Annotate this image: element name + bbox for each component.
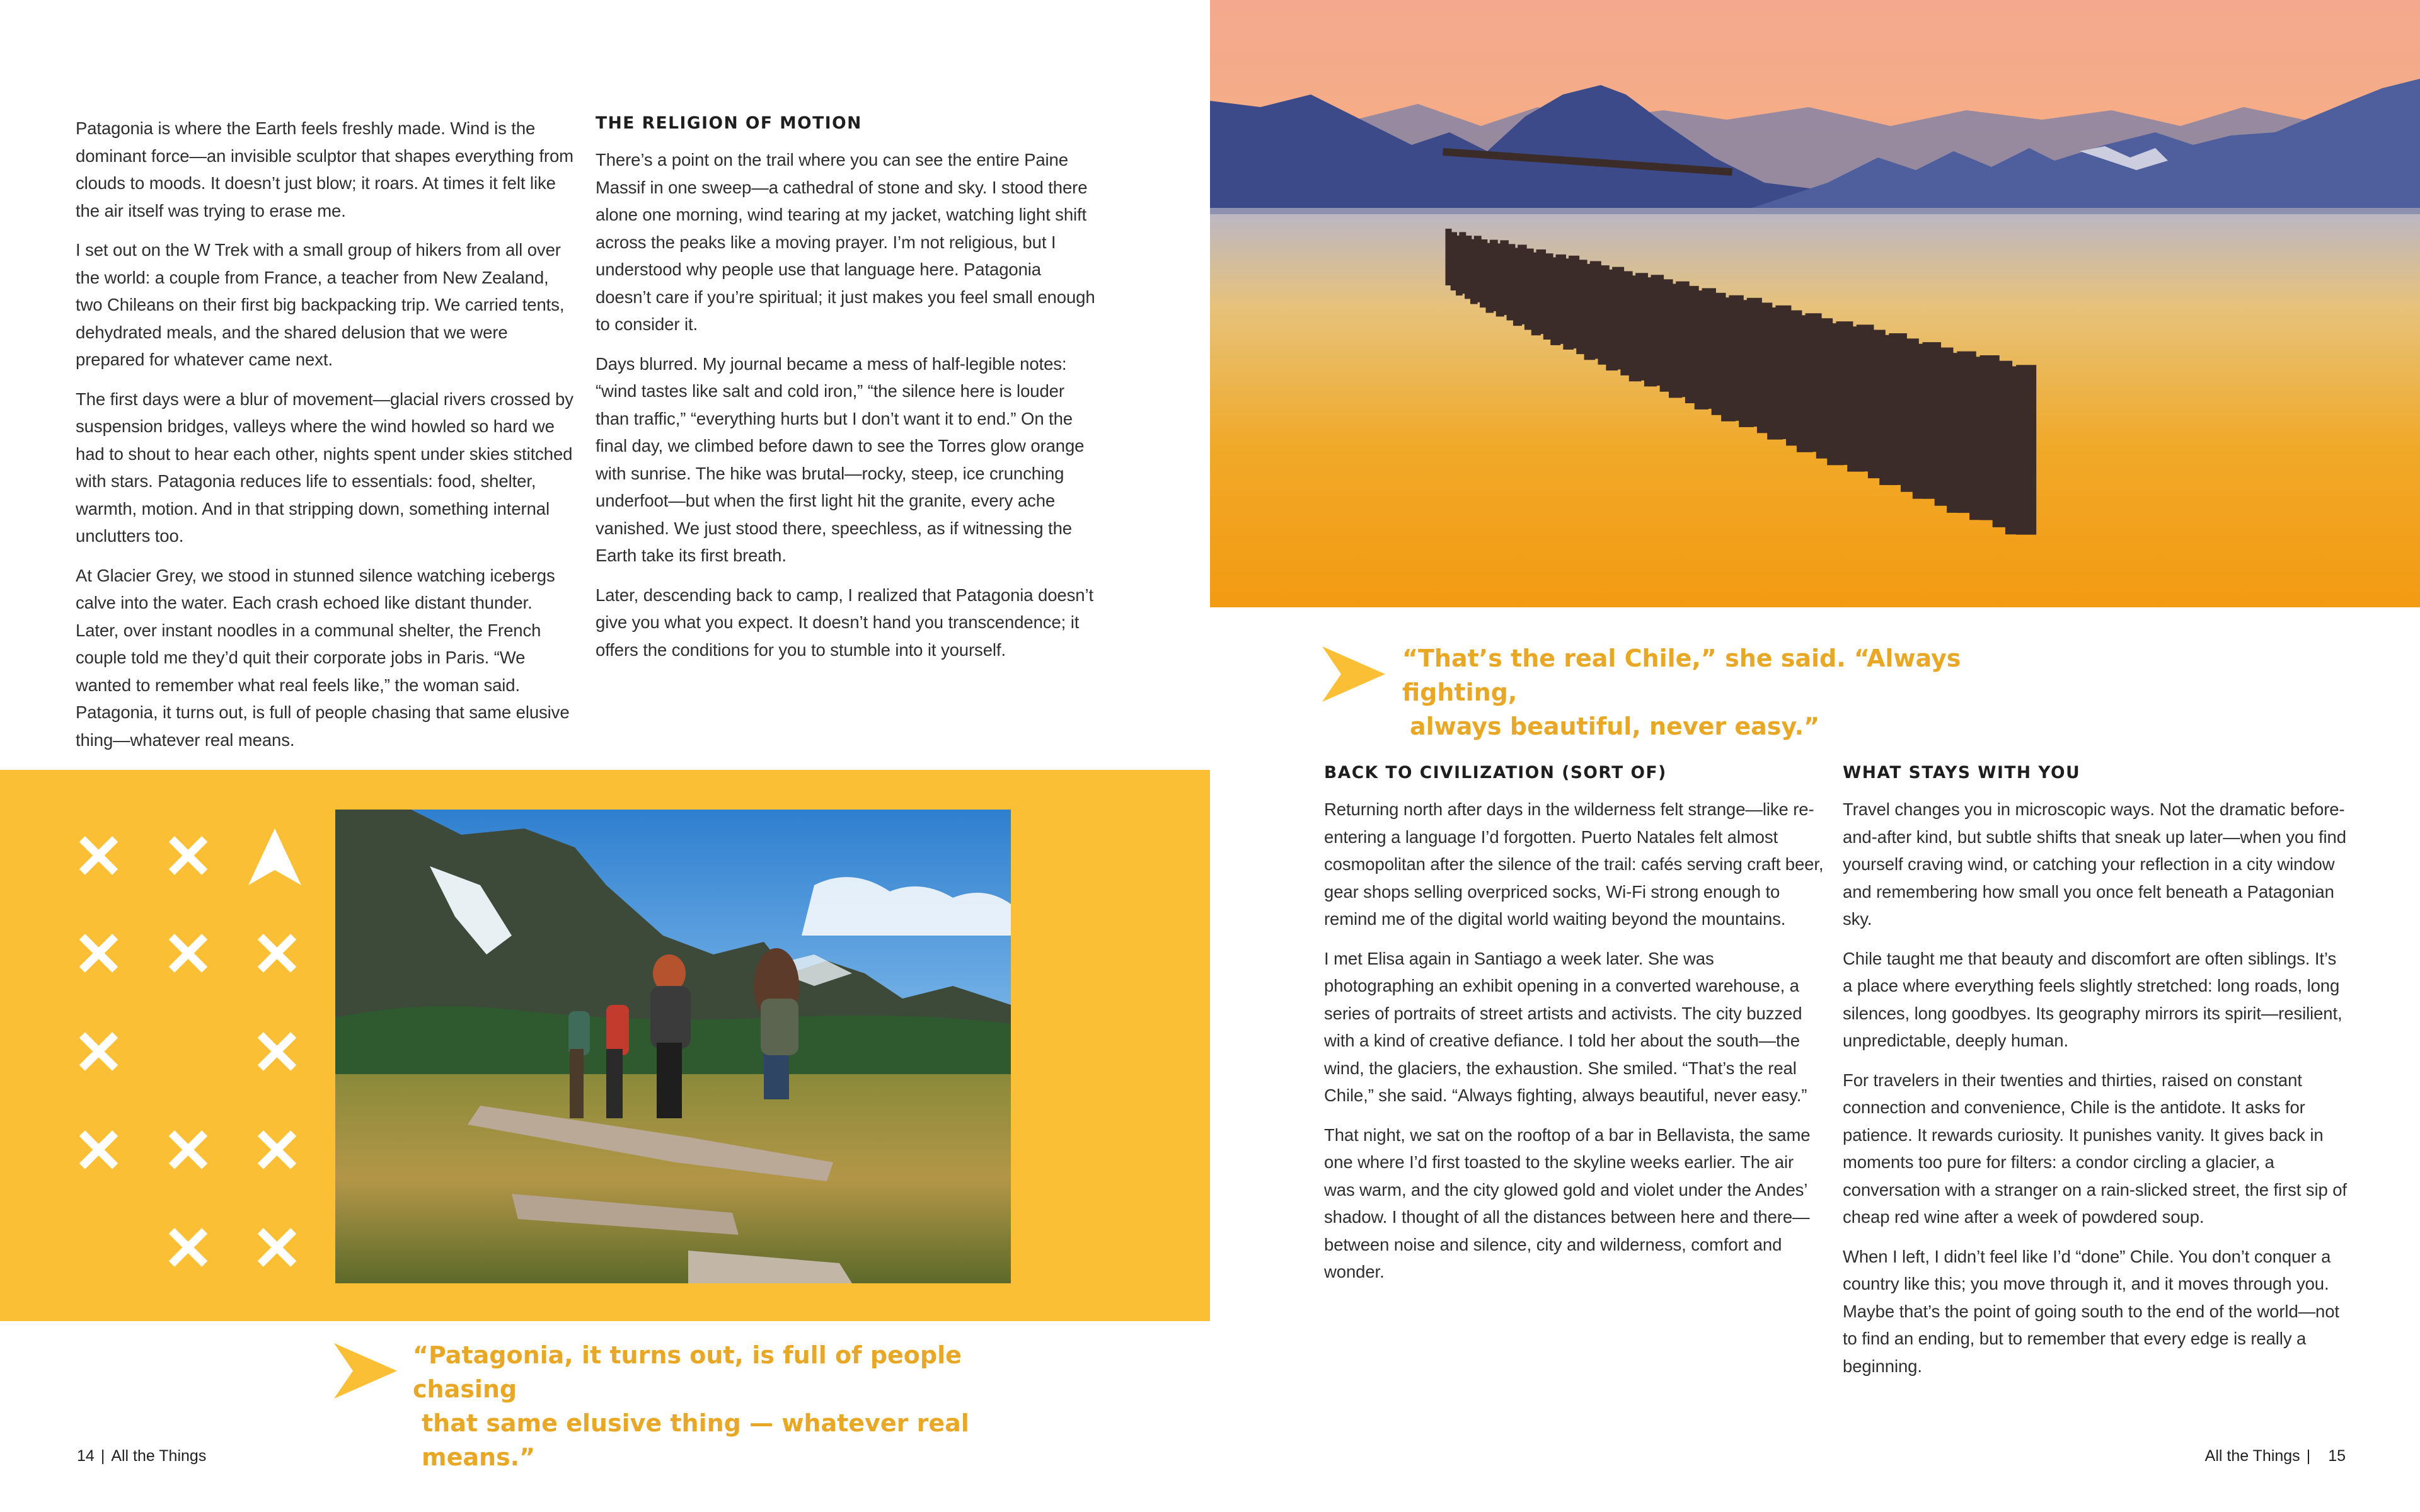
x-mark-icon (164, 832, 211, 879)
section-heading: THE RELIGION OF MOTION (596, 113, 862, 133)
paragraph: At Glacier Grey, we stood in stunned silence watching icebergs calve into the water. Each crash echoed like distant thunder. Later, over instant noodles in a communal shelter, the French couple told me they’d quit their corporate jobs in Paris. “We wanted to remember what real feels like,” the woman said. Patagonia, it turns out, is full of people chasing that same elusive thing—whatever real means. (76, 565, 570, 750)
paragraph: Returning north after days in the wilderness felt strange—like re-entering a language I’d forgotten. Puerto Natales felt almost cosmopolitan after the silence of the trail: cafés serving craft beer, gear shops selling overpriced socks, Wi-Fi strong enough to remind me of the digital world waiting beyond the mountains. (1324, 799, 1824, 929)
publication-title: All the Things (2204, 1447, 2300, 1465)
pier-sunset-photo (1210, 0, 2420, 607)
footer-left (77, 1443, 206, 1469)
chevron-arrow-icon (334, 1343, 397, 1399)
footer-right (2205, 1443, 2346, 1469)
paragraph: Later, descending back to camp, I realized that Patagonia doesn’t give you what you expect. It doesn’t hand you transcendence; it offers the conditions for you to stumble into it yourself. (596, 585, 1093, 660)
x-mark-icon (75, 1028, 122, 1075)
paragraph: Days blurred. My journal became a mess of half-legible notes: “wind tastes like salt and cold iron,” “the silence here is louder than traffic,” “everything hurts but I don’t want it to end.” On the final day, we climbed before dawn to see the Torres glow orange with sunrise. The hike was brutal—rocky, steep, ice crunching underfoot—but when the first light hit the granite, every ache vanished. We just stood there, speechless, as if witnessing the Earth take its first breath. (596, 353, 1085, 565)
x-mark-icon (75, 930, 122, 976)
footer-separator: | (2306, 1447, 2311, 1465)
x-mark-icon (253, 1224, 300, 1271)
up-arrow-icon (248, 828, 301, 885)
column-what-stays-with-you (1843, 760, 2347, 1392)
hikers-on-boardwalk-photo (335, 810, 1011, 1283)
paragraph: That night, we sat on the rooftop of a bar in Bellavista, the same one where I’d first toasted to the skyline weeks earlier. The air was warm, and the city glowed gold and violet under the Andes’ shadow. I thought of all the distances between here and there—between noise and silence, city and wilderness, comfort and wonder. (1324, 1125, 1811, 1281)
paragraph: The first days were a blur of movement—glacial rivers crossed by suspension bridges, valleys where the wind howled so hard we had to shout to hear each other, nights spent under skies stitched with stars. Patagonia reduces life to essentials: food, shelter, warmth, motion. And in that stripping down, something internal unclutters too. (76, 389, 573, 546)
paragraph: For travelers in their twenties and thirties, raised on constant connection and convenience, Chile is the antidote. It asks for patience. It rewards curiosity. It punishes vanity. It gives back in moments too pure for filters: a condor circling a glacier, a conversation with a stranger on a rain-slicked street, the first sip of cheap red wine after a week of powdered soup. (1843, 1070, 2347, 1227)
paragraph: Travel changes you in microscopic ways. Not the dramatic before-and-after kind, but subtle shifts that sneak up later—when you find yourself craving wind, or catching your reflection in a city window and remembering how small you once felt beneath a Patagonian sky. (1843, 799, 2346, 929)
pull-quote-line: always beautiful, never easy.” (1410, 713, 1820, 740)
x-mark-icon (164, 930, 211, 976)
pull-quote-line: “That’s the real Chile,” she said. “Always fighting, (1402, 644, 1961, 706)
pull-quote-line: “Patagonia, it turns out, is full of people chasing (413, 1341, 962, 1403)
paragraph: When I left, I didn’t feel like I’d “done” Chile. You don’t conquer a country like this; you move through it, and it moves through you. Maybe that’s the point of going south to the end of the world—not to find an ending, but to remember that every edge is really a beginning. (1843, 1246, 2339, 1376)
x-mark-icon (75, 832, 122, 879)
publication-title: All the Things (111, 1447, 207, 1465)
x-mark-icon (164, 1224, 211, 1271)
paragraph: I set out on the W Trek with a small group of hikers from all over the world: a couple from France, a teacher from New Zealand, two Chileans on their first big backpacking trip. We carried tents, dehydrated meals, and the shared delusion that we were prepared for whatever came next. (76, 240, 565, 369)
paragraph: I met Elisa again in Santiago a week later. She was photographing an exhibit opening in a converted warehouse, a series of portraits of street artists and activists. The city buzzed with a kind of creative defiance. I told her about the south—the wind, the glaciers, the exhaustion. She smiled. “That’s the real Chile,” she said. “Always fighting, always beautiful, never easy.” (1324, 948, 1807, 1105)
x-mark-icon (253, 930, 300, 976)
column-intro (76, 115, 580, 765)
section-heading: BACK TO CIVILIZATION (SORT OF) (1324, 763, 1667, 782)
x-mark-icon (75, 1126, 122, 1173)
column-back-to-civilization (1324, 760, 1828, 1298)
chevron-arrow-icon (1322, 646, 1385, 702)
footer-separator: | (100, 1447, 105, 1465)
pull-quote-elusive-thing (413, 1338, 1043, 1474)
paragraph: Chile taught me that beauty and discomfort are often siblings. It’s a place where everything feels slightly stretched: long roads, long silences, long goodbyes. Its geography mirrors its spirit—resilient, unpredictable, deeply human. (1843, 948, 2342, 1050)
pull-quote-line: that same elusive thing — whatever real means.” (422, 1409, 969, 1471)
x-mark-icon (164, 1126, 211, 1173)
paragraph: Patagonia is where the Earth feels freshly made. Wind is the dominant force—an invisible sculptor that shapes everything from clouds to moods. It doesn’t just blow; it roars. At times it felt like the air itself was trying to erase me. (76, 118, 573, 220)
x-mark-icon (253, 1126, 300, 1173)
page-number: 15 (2328, 1447, 2346, 1465)
column-religion-of-motion (596, 111, 1100, 675)
section-heading: WHAT STAYS WITH YOU (1843, 763, 2081, 782)
page-number: 14 (77, 1447, 95, 1465)
pull-quote-real-chile (1402, 641, 2032, 743)
paragraph: There’s a point on the trail where you can see the entire Paine Massif in one sweep—a cathedral of stone and sky. I stood there alone one morning, wind tearing at my jacket, watching light shift across the peaks like a moving prayer. I’m not religious, but I understood why people use that language here. Patagonia doesn’t care if you’re spiritual; it just makes you feel small enough to consider it. (596, 150, 1095, 334)
x-mark-icon (253, 1028, 300, 1075)
